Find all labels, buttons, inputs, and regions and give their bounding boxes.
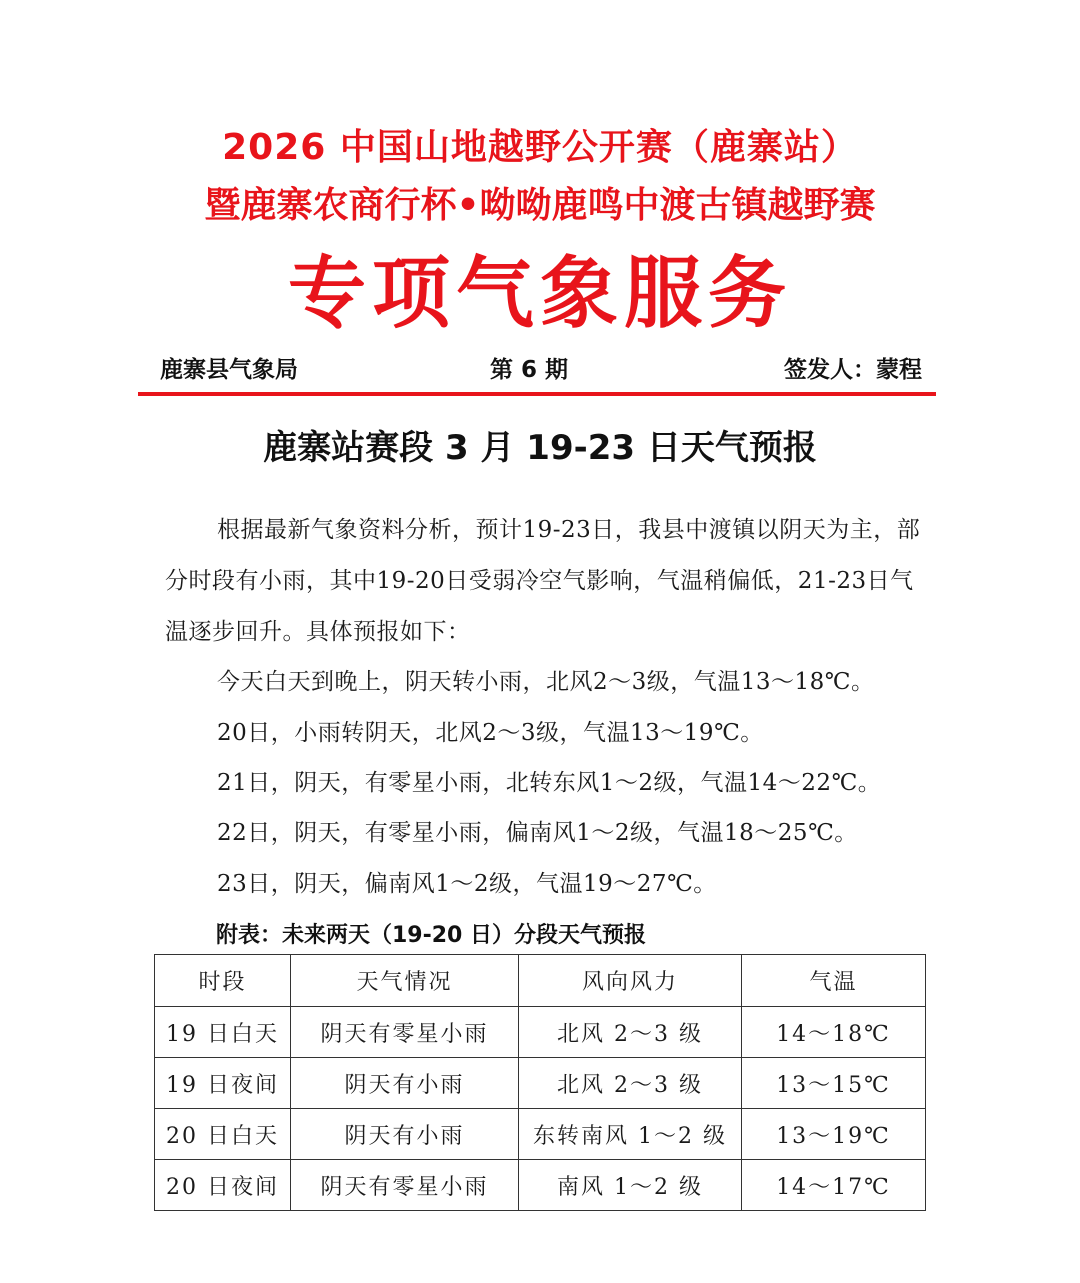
title-line-2: 暨鹿寨农商行杯•呦呦鹿鸣中渡古镇越野赛: [204, 185, 876, 226]
header-temperature: 气温: [742, 955, 926, 1007]
cell-wind: 南风 1～2 级: [519, 1160, 742, 1211]
intro-paragraph: 根据最新气象资料分析，预计19-23日，我县中渡镇以阴天为主，部分时段有小雨，其中19-20日受弱冷空气影响，气温稍偏低，21-23日气温逐步回升。具体预报如下：: [165, 517, 921, 645]
cell-period: 20 日夜间: [155, 1160, 291, 1211]
table-row: [155, 1109, 926, 1160]
table-row: [155, 1058, 926, 1109]
issue-number: 第 6 期: [490, 357, 569, 383]
cell-temperature: 13～19℃: [742, 1109, 926, 1160]
table-caption: 附表：未来两天（19-20 日）分段天气预报: [216, 923, 647, 948]
cell-wind: 东转南风 1～2 级: [519, 1109, 742, 1160]
cell-period: 20 日白天: [155, 1109, 291, 1160]
header-weather: 天气情况: [291, 955, 519, 1007]
table-row: [155, 1007, 926, 1058]
cell-weather: 阴天有小雨: [291, 1058, 519, 1109]
table-row: [155, 1160, 926, 1211]
issuer: 鹿寨县气象局: [160, 357, 298, 383]
forecast-day-21: 21日，阴天，有零星小雨，北转东风1～2级，气温14～22℃。: [217, 770, 882, 796]
cell-period: 19 日夜间: [155, 1058, 291, 1109]
cell-weather: 阴天有零星小雨: [291, 1007, 519, 1058]
forecast-day-22: 22日，阴天，有零星小雨，偏南风1～2级，气温18～25℃。: [217, 820, 858, 846]
cell-wind: 北风 2～3 级: [519, 1058, 742, 1109]
cell-temperature: 14～17℃: [742, 1160, 926, 1211]
title-line-1: 2026 中国山地越野公开赛（鹿寨站）: [222, 127, 858, 168]
forecast-table: [154, 954, 926, 1211]
signer: 签发人：蒙程: [784, 357, 922, 383]
header-period: 时段: [155, 955, 291, 1007]
report-title: 鹿寨站赛段 3 月 19-23 日天气预报: [263, 428, 817, 468]
cell-period: 19 日白天: [155, 1007, 291, 1058]
table-header-row: [155, 955, 926, 1007]
service-title: 专项气象服务: [287, 249, 792, 339]
cell-weather: 阴天有零星小雨: [291, 1160, 519, 1211]
cell-temperature: 14～18℃: [742, 1007, 926, 1058]
cell-weather: 阴天有小雨: [291, 1109, 519, 1160]
forecast-today: 今天白天到晚上，阴天转小雨，北风2～3级，气温13～18℃。: [217, 669, 875, 695]
forecast-day-23: 23日，阴天，偏南风1～2级，气温19～27℃。: [217, 871, 717, 897]
forecast-day-20: 20日，小雨转阴天，北风2～3级，气温13～19℃。: [217, 720, 764, 746]
header-divider: [138, 392, 936, 396]
cell-temperature: 13～15℃: [742, 1058, 926, 1109]
header-wind: 风向风力: [519, 955, 742, 1007]
cell-wind: 北风 2～3 级: [519, 1007, 742, 1058]
